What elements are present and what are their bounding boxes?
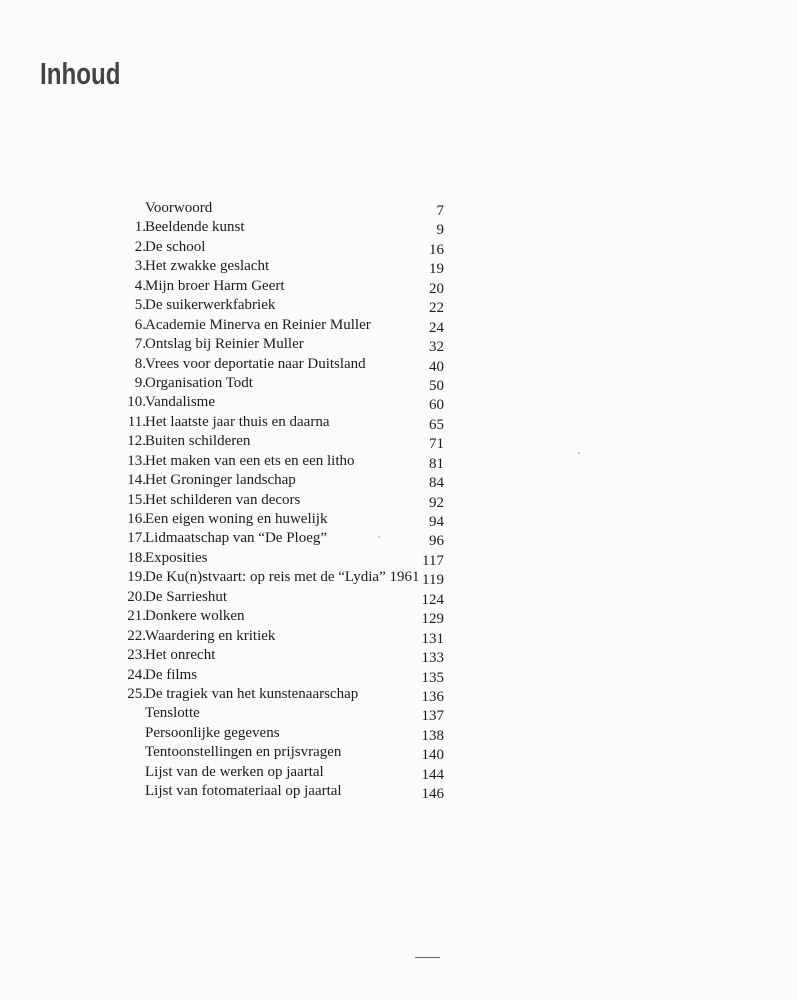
toc-entry-page: 94 bbox=[429, 514, 444, 530]
toc-entry-title: De suikerwerkfabriek bbox=[145, 297, 276, 314]
paper-speck bbox=[578, 452, 580, 454]
toc-entry-title: Ontslag bij Reinier Muller bbox=[145, 336, 304, 353]
toc-entry bbox=[108, 374, 444, 393]
toc-entry-number: 12. bbox=[127, 433, 146, 450]
toc-entry-number: 18. bbox=[127, 549, 146, 566]
toc-entry-title: Het schilderen van decors bbox=[145, 491, 301, 508]
toc-entry-title: Tenslotte bbox=[145, 705, 200, 722]
toc-entry bbox=[108, 432, 444, 451]
toc-entry bbox=[108, 510, 444, 529]
toc-entry-title: Vrees voor deportatie naar Duitsland bbox=[145, 355, 366, 372]
toc-entry-title: De films bbox=[145, 666, 198, 683]
toc-entry-page: 92 bbox=[429, 494, 444, 511]
toc-entry-number: 21. bbox=[127, 608, 146, 625]
toc-entry bbox=[108, 704, 444, 723]
toc-entry-number: 5. bbox=[134, 297, 146, 314]
toc-entry-title: Vandalisme bbox=[145, 394, 215, 411]
toc-entry-title: Lijst van fotomateriaal op jaartal bbox=[145, 783, 342, 800]
toc-entry-title: Exposities bbox=[145, 549, 208, 566]
toc-entry-number: 16. bbox=[127, 511, 146, 527]
toc-entry bbox=[108, 743, 444, 762]
toc-entry-title: Persoonlijke gegevens bbox=[145, 724, 280, 741]
footer-rule bbox=[415, 957, 440, 958]
toc-entry-page: 60 bbox=[429, 397, 444, 414]
toc-entry-number: 10. bbox=[127, 394, 146, 411]
toc-entry-page: 96 bbox=[429, 533, 444, 550]
toc-entry-number: 7. bbox=[134, 336, 146, 353]
toc-entry bbox=[108, 646, 444, 665]
toc-entry-title: Het Groninger landschap bbox=[145, 472, 296, 489]
toc-entry-page: 9 bbox=[436, 222, 444, 239]
toc-entry-page: 138 bbox=[421, 727, 444, 744]
toc-entry-title: Lijst van de werken op jaartal bbox=[145, 763, 324, 780]
toc-entry bbox=[108, 452, 444, 471]
toc-entry-page: 50 bbox=[429, 377, 444, 394]
toc-entry bbox=[108, 393, 444, 412]
toc-entry-title: Organisation Todt bbox=[145, 374, 253, 391]
toc-entry-page: 81 bbox=[429, 455, 444, 472]
toc-entry-number: 2. bbox=[134, 238, 146, 255]
toc-entry-page: 65 bbox=[429, 416, 444, 433]
toc-entry-number: 14. bbox=[127, 472, 146, 489]
toc-entry-number: 23. bbox=[127, 647, 146, 664]
paper-speck bbox=[378, 536, 380, 538]
toc-entry bbox=[108, 724, 444, 743]
toc-entry-number: 15. bbox=[127, 491, 146, 508]
toc-entry-number: 9. bbox=[134, 374, 146, 391]
toc-entry-page: 124 bbox=[421, 591, 444, 608]
toc-entry bbox=[108, 316, 444, 335]
toc-entry bbox=[108, 218, 444, 237]
toc-entry-page: 84 bbox=[429, 475, 444, 492]
toc-entry-title: Het laatste jaar thuis en daarna bbox=[145, 413, 330, 430]
toc-entry bbox=[108, 588, 444, 607]
toc-entry bbox=[108, 471, 444, 490]
toc-entry-title: Buiten schilderen bbox=[145, 433, 251, 450]
toc-entry-page: 24 bbox=[429, 319, 444, 336]
toc-entry-page: 20 bbox=[429, 280, 444, 297]
toc-entry-page: 129 bbox=[421, 611, 444, 628]
toc-entry-page: 7 bbox=[436, 203, 444, 219]
toc-entry bbox=[108, 763, 444, 782]
toc-entry-title: Tentoonstellingen en prijsvragen bbox=[145, 744, 342, 761]
toc-entry-title: Voorwoord bbox=[145, 200, 213, 216]
table-of-contents bbox=[108, 199, 444, 802]
toc-entry-number: 1. bbox=[134, 219, 146, 236]
toc-entry bbox=[108, 335, 444, 354]
toc-entry bbox=[108, 296, 444, 315]
toc-entry-number: 22. bbox=[127, 627, 146, 644]
toc-entry-number: 17. bbox=[127, 530, 146, 547]
toc-entry-page: 32 bbox=[429, 339, 444, 356]
toc-entry-number: 8. bbox=[134, 355, 146, 372]
page-title: Inhoud bbox=[40, 56, 121, 91]
toc-entry-title: Academie Minerva en Reinier Muller bbox=[145, 316, 371, 333]
toc-entry bbox=[108, 782, 444, 801]
toc-entry bbox=[108, 685, 444, 704]
toc-entry bbox=[108, 529, 444, 548]
toc-entry bbox=[108, 277, 444, 296]
toc-entry-title: Het onrecht bbox=[145, 647, 216, 664]
toc-entry-page: 131 bbox=[421, 630, 444, 647]
toc-entry-page: 133 bbox=[421, 650, 444, 667]
toc-entry-page: 136 bbox=[421, 688, 444, 705]
toc-entry-title: Mijn broer Harm Geert bbox=[145, 277, 285, 294]
toc-entry bbox=[108, 355, 444, 374]
toc-entry-number: 4. bbox=[134, 277, 146, 294]
toc-entry-title: De tragiek van het kunstenaarschap bbox=[145, 685, 359, 702]
toc-entry-title: Donkere wolken bbox=[145, 608, 245, 625]
toc-entry-number: 24. bbox=[127, 666, 146, 683]
toc-entry-title: Lidmaatschap van “De Ploeg” bbox=[145, 530, 328, 547]
toc-entry-page: 16 bbox=[429, 241, 444, 258]
toc-entry-page: 71 bbox=[429, 436, 444, 453]
toc-entry-page: 137 bbox=[421, 708, 444, 725]
toc-entry-page: 146 bbox=[421, 786, 444, 803]
toc-entry bbox=[108, 413, 444, 432]
toc-entry-page: 140 bbox=[421, 747, 444, 764]
toc-entry-title: Beeldende kunst bbox=[145, 219, 245, 236]
toc-entry-page: 40 bbox=[429, 358, 444, 375]
toc-entry-number: 19. bbox=[127, 569, 146, 586]
toc-entry-number: 20. bbox=[127, 588, 146, 605]
toc-entry bbox=[108, 666, 444, 685]
toc-entry-number: 6. bbox=[134, 316, 146, 333]
toc-entry-page: 22 bbox=[429, 300, 444, 317]
toc-entry-page: 144 bbox=[421, 766, 444, 783]
toc-entry-title: De Ku(n)stvaart: op reis met de “Lydia” 1961 bbox=[145, 569, 420, 586]
toc-entry-number: 3. bbox=[134, 258, 146, 275]
toc-entry bbox=[108, 549, 444, 568]
toc-entry bbox=[108, 257, 444, 276]
toc-entry-page: 117 bbox=[422, 552, 444, 569]
toc-entry-title: Een eigen woning en huwelijk bbox=[145, 511, 328, 527]
toc-entry-title: Het maken van een ets en een litho bbox=[145, 452, 355, 469]
toc-entry bbox=[108, 199, 444, 218]
toc-entry-page: 135 bbox=[421, 669, 444, 686]
toc-entry-page: 19 bbox=[429, 261, 444, 278]
toc-entry-number: 11. bbox=[127, 413, 146, 430]
toc-entry bbox=[108, 491, 444, 510]
toc-entry-number: 13. bbox=[127, 452, 146, 469]
toc-entry-title: Het zwakke geslacht bbox=[145, 258, 270, 275]
toc-entry-title: De Sarrieshut bbox=[145, 588, 228, 605]
toc-entry bbox=[108, 238, 444, 257]
toc-entry bbox=[108, 568, 444, 587]
toc-entry-title: De school bbox=[145, 238, 206, 255]
toc-entry bbox=[108, 627, 444, 646]
toc-entry-title: Waardering en kritiek bbox=[145, 627, 276, 644]
toc-entry bbox=[108, 607, 444, 626]
toc-entry-page: 119 bbox=[422, 572, 444, 589]
toc-entry-number: 25. bbox=[127, 685, 146, 702]
